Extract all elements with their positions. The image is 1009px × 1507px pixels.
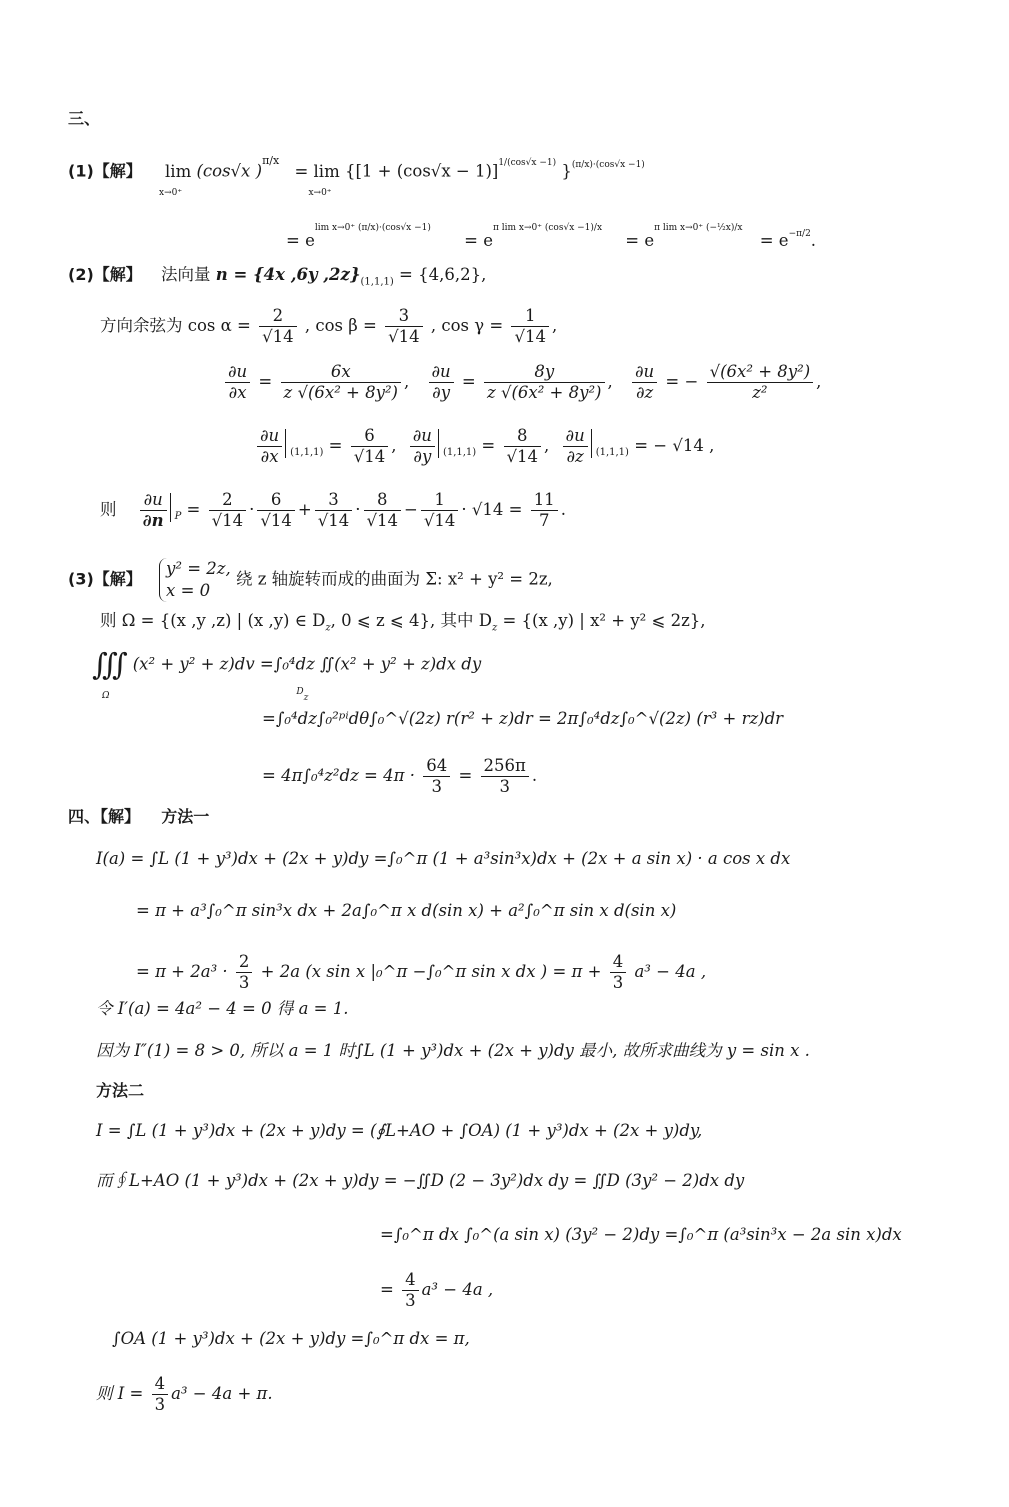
p3-frac2: $\frac{256\pi}{3}$ xyxy=(481,756,529,797)
s4-j5: ∫OA (1 + y³)dx + (2x + y)dy =∫₀^π dx = π, xyxy=(112,1329,470,1348)
p2-py: $\frac{8y}{\text{z √(6x² + 8y²)}}$ xyxy=(484,362,605,403)
p2-cos-b-label: , cos β = xyxy=(304,316,377,335)
p3-label: (3)【解】 xyxy=(68,569,142,589)
s4-j2: 而∮L+AO (1 + y³)dx + (2x + y)dy = −∬D (2 − 3y²)dx dy = ∬D (3y² − 2)dx dy xyxy=(96,1171,745,1190)
p1-e2: = e xyxy=(464,231,493,250)
s4-since: 因为 I″(1) = 8 > 0, 所以 a = 1 时∫L (1 + y³)dx + (2x + y)dy 最小, 故所求曲线为 y = sin x . xyxy=(96,1041,810,1060)
p2-cos-c-label: , cos γ = xyxy=(430,316,504,335)
p2-cos-c: $\frac{1}{√14}$ xyxy=(511,306,549,347)
s4-set: 令 I′(a) = 4a² − 4 = 0 得 a = 1. xyxy=(96,999,349,1018)
s4-j4 xyxy=(380,1270,493,1311)
s4-i3-c: a³ − 4a , xyxy=(634,962,707,981)
p1-brace-close: } xyxy=(561,161,572,181)
p2-px: $\frac{6x}{\text{z √(6x² + 8y²)}}$ xyxy=(281,362,402,403)
p1-label: (1)【解】 xyxy=(68,161,142,181)
s4-j6-b: a³ − 4a + π. xyxy=(171,1384,273,1403)
p3-l3-eq: = xyxy=(458,766,473,785)
s4-j3: =∫₀^π dx ∫₀^(a sin x) (3y² − 2)dy =∫₀^π (a³sin³x − 2a sin x)dx xyxy=(380,1225,902,1244)
p3-omega-a: 则 Ω = {(x ,y ,z) | (x ,y) ∈ D xyxy=(100,611,326,630)
p1-e3-exp: π lim x→0⁺ (−½x)/x xyxy=(654,223,743,233)
method-2-heading: 方法二 xyxy=(96,1081,145,1100)
p1-bracket: {[1 + (cos√x − 1)] xyxy=(344,161,499,181)
p2-dudy: $\frac{\partial u}{\partial y}$ xyxy=(429,362,454,403)
p1-line1 xyxy=(68,154,645,198)
s4-j4-frac: $\frac{4}{3}$ xyxy=(402,1270,419,1311)
s4-i3 xyxy=(136,952,706,993)
p2-t2b: $\frac{8}{√14}$ xyxy=(364,490,402,531)
p3-sys1: y² = 2z, xyxy=(166,559,231,578)
p2-dudn: $\frac{\partial u}{\partial n}$ xyxy=(140,490,167,531)
s4-j1: I = ∫L (1 + y³)dx + (2x + y)dy = (∮L+AO + ∫OA) (1 + y³)dx + (2x + y)dy, xyxy=(96,1121,703,1140)
s4-i3-frac1: $\frac{2}{3}$ xyxy=(236,952,253,993)
p2-t1b: $\frac{6}{√14}$ xyxy=(257,490,295,531)
s4-i3-b: + 2a (x sin x |₀^π −∫₀^π sin x dx ) = π + xyxy=(260,962,602,981)
s4-j6-a: 则 I = xyxy=(96,1384,144,1403)
p1-exp3: (π/x)·(cos√x −1) xyxy=(571,159,645,170)
p3-l3-a: = 4π∫₀⁴z²dz = 4π · xyxy=(262,766,415,785)
p3-frac1: $\frac{64}{3}$ xyxy=(423,756,450,797)
s4-i3-frac2: $\frac{4}{3}$ xyxy=(610,952,627,993)
p3-omega-sub2: z xyxy=(491,622,498,634)
s4-j6 xyxy=(96,1374,273,1415)
p2-cos-text: 方向余弦为 cos α = xyxy=(100,316,251,335)
p2-vy: $\frac{8}{√14}$ xyxy=(504,426,542,467)
p2-t2a: $\frac{3}{√14}$ xyxy=(315,490,353,531)
s4-i3-a: = π + 2a³ · xyxy=(136,962,228,981)
p3-omega-b: , 0 ⩽ z ⩽ 4}, 其中 D xyxy=(330,611,492,630)
p2-dudz: $\frac{\partial u}{\partial z}$ xyxy=(632,362,657,403)
p1-lim: lim x→0⁺ xyxy=(159,161,192,198)
p2-normal-sub: (1,1,1) xyxy=(360,276,394,288)
p1-exp1: π/x xyxy=(262,154,280,167)
p3-tri-sign: ∭ Ω xyxy=(92,647,128,701)
p1-end: . xyxy=(810,231,817,250)
section-3-heading: 三、 xyxy=(68,109,101,128)
p2-t3: $\frac{1}{√14}$ xyxy=(421,490,459,531)
p2-vz-d: $\frac{\partial u}{\partial z}$ xyxy=(563,426,588,467)
p1-e4-exp: −π/2 xyxy=(788,229,811,239)
p1-base: (cos√x ) xyxy=(196,161,263,181)
p2-vy-d: $\frac{\partial u}{\partial y}$ xyxy=(410,426,435,467)
p3-line2: =∫₀⁴dz∫₀²ᵖⁱdθ∫₀^√(2z) r(r² + z)dr = 2π∫₀⁴dz∫₀^√(2z) (r³ + rz)dr xyxy=(262,709,784,728)
p2-directional: 则 $\frac{\partial u}{\partial n}$ $_P$ = $\frac{2}{√14}$ · $\frac{6}{√14}$ + $\frac{3}{√14}$ · $\frac{8}{√14}$ − $\frac{1}{√14}$ · √14 = $\frac{11}{7}$ . xyxy=(100,490,566,530)
p3-line1 xyxy=(68,558,553,602)
p3-sys2: x = 0 xyxy=(166,581,211,600)
p3-l3-end: . xyxy=(531,766,538,785)
section-4-heading-line xyxy=(68,806,209,828)
p1-e1: = e xyxy=(286,231,315,250)
p3-dbl-sub: D xyxy=(296,686,304,697)
p2-pz-pre: = − xyxy=(665,372,699,391)
s4-j4-b: a³ − 4a , xyxy=(421,1280,494,1299)
p2-values: $\frac{\partial u}{\partial x}$ $_{(1,1,1)}$ = $\frac{6}{√14}$ , $\frac{\partial u}{\partial y}$ $_{(1,1,1)}$ = $\frac{8}{√14}$ , $\frac{\partial u}{\partial z}$ $_{(1,1,1)}$ = − √14 , xyxy=(254,426,714,467)
p2-at-y: (1,1,1) xyxy=(438,429,476,458)
p1-lim2: = lim x→0⁺ xyxy=(294,161,340,198)
p2-vx-d: $\frac{\partial u}{\partial x}$ xyxy=(257,426,282,467)
s4-j6-frac: $\frac{4}{3}$ xyxy=(152,1374,169,1415)
p2-result: $\frac{11}{7}$ xyxy=(531,490,558,531)
p2-at-z: (1,1,1) xyxy=(591,429,629,458)
p2-at-p: P xyxy=(170,493,182,522)
p2-pz: $\frac{\text{√(6x² + 8y²)}}{\text{z²}}$ xyxy=(707,362,814,403)
p2-dudx: $\frac{\partial u}{\partial x}$ xyxy=(225,362,250,403)
p1-e2-exp: π lim x→0⁺ (cos√x −1)/x xyxy=(493,223,603,233)
p2-normal-val: = {4,6,2}, xyxy=(399,265,487,284)
p2-at-x: (1,1,1) xyxy=(285,429,323,458)
p3-omega xyxy=(100,610,706,639)
p2-cos-b: $\frac{3}{√14}$ xyxy=(385,306,423,347)
p3-system xyxy=(159,558,231,602)
p2-t1a: $\frac{2}{√14}$ xyxy=(209,490,247,531)
p2-cos-a: $\frac{2}{√14}$ xyxy=(259,306,297,347)
s4-i1: I(a) = ∫L (1 + y³)dx + (2x + y)dy =∫₀^π (1 + a³sin³x)dx + (2x + a sin x) · a cos x dx xyxy=(96,849,791,868)
p2-normal-text: 法向量 xyxy=(161,265,211,284)
p2-then: 则 xyxy=(100,500,117,519)
s4-i2: = π + a³∫₀^π sin³x dx + 2a∫₀^π x d(sin x) + a²∫₀^π sin x d(sin x) xyxy=(136,901,677,920)
p2-partials: $\frac{\partial u}{\partial x}$ = $\frac{6x}{\text{z √(6x² + 8y²)}}$ , $\frac{\partial u}{\partial y}$ = $\frac{8y}{\text{z √(6x² + 8y²)}}$ , $\frac{\partial u}{\partial z}$ = − $\frac{\text{√(6x² + 8y²)}}{\text{z²}}$ , xyxy=(222,362,821,403)
s4-j4-a: = xyxy=(380,1280,394,1299)
p1-e1-exp: lim x→0⁺ (π/x)·(cos√x −1) xyxy=(314,223,431,233)
p1-exp2: 1/(cos√x −1) xyxy=(498,157,557,168)
p2-label: (2)【解】 xyxy=(68,265,142,284)
p3-triple xyxy=(92,647,498,703)
p2-line1 xyxy=(68,264,486,293)
p2-cos-end: , xyxy=(551,316,558,335)
p2-vz: = − √14 , xyxy=(634,436,715,455)
p2-cosines xyxy=(100,306,557,347)
p2-normal-expr: n = {4x ,6y ,2z} xyxy=(215,265,361,284)
method-1-heading: 方法一 xyxy=(161,807,210,826)
p3-omega-sub1: z xyxy=(325,622,331,634)
p3-line3 xyxy=(262,756,537,797)
p3-dbl-sub2: z xyxy=(303,692,309,703)
section-4-heading: 四、【解】 xyxy=(68,807,141,826)
p1-e4: = e xyxy=(759,231,789,250)
p3-omega-c: = {(x ,y) | x² + y² ⩽ 2z}, xyxy=(502,611,706,630)
p3-rotation: 绕 z 轴旋转而成的曲面为 Σ: x² + y² = 2z, xyxy=(235,569,553,589)
p2-vx: $\frac{6}{√14}$ xyxy=(351,426,389,467)
p3-tri-body: (x² + y² + z)dv =∫₀⁴dz ∬(x² + y² + z)dx dy xyxy=(132,654,482,674)
p1-e3: = e xyxy=(625,231,655,250)
